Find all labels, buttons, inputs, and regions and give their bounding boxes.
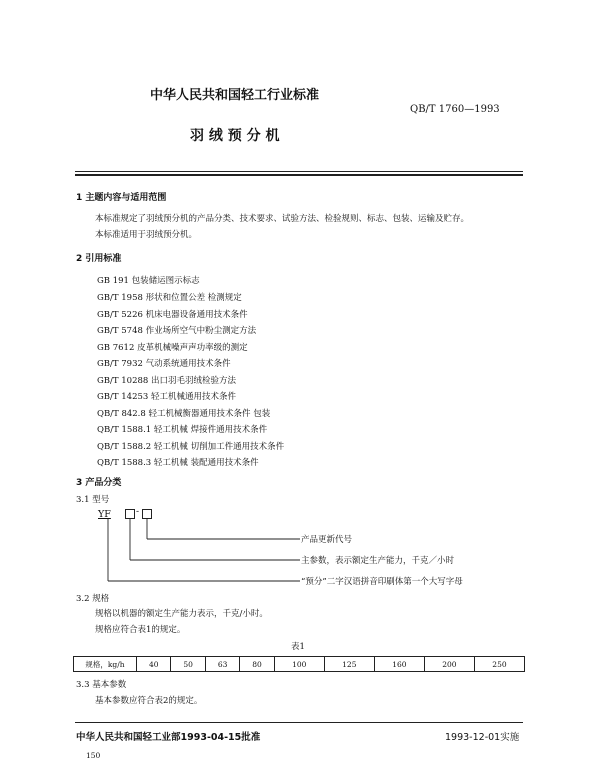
table-cell: 100 <box>274 657 324 672</box>
section-3-2-para-2: 规格应符合表1的规定。 <box>95 625 186 635</box>
reference-item: QB/T 842.8 轻工机械衡器通用技术条件 包装 <box>97 409 271 419</box>
reference-item: GB/T 5748 作业场所空气中粉尘测定方法 <box>97 326 257 336</box>
spec-table <box>73 656 525 672</box>
reference-item: QB/T 1588.3 轻工机械 装配通用技术条件 <box>97 458 259 468</box>
section-3-2-heading: 3.2 规格 <box>76 594 110 604</box>
section-1-para-2: 本标准适用于羽绒预分机。 <box>95 230 198 240</box>
model-prefix: YF <box>98 509 111 520</box>
page-number: 150 <box>86 751 101 760</box>
reference-item: GB/T 7932 气动系统通用技术条件 <box>97 359 231 369</box>
table-1-title: 表1 <box>291 642 305 652</box>
section-1-para-1: 本标准规定了羽绒预分机的产品分类、技术要求、试验方法、检验规则、标志、包装、运输及贮存。 <box>95 214 470 224</box>
section-3-3-para-1: 基本参数应符合表2的规定。 <box>95 696 203 706</box>
model-separator: - <box>136 507 140 517</box>
reference-item: QB/T 1588.2 轻工机械 切削加工件通用技术条件 <box>97 442 285 452</box>
standard-number: QB/T 1760—1993 <box>410 104 500 115</box>
reference-item: QB/T 1588.1 轻工机械 焊接件通用技术条件 <box>97 425 268 435</box>
note-prefix-meaning: “预分”二字汉语拼音印刷体第一个大写字母 <box>301 577 463 587</box>
table-cell: 250 <box>474 657 524 672</box>
reference-item: GB 191 包装储运图示标志 <box>97 276 200 286</box>
reference-item: GB/T 14253 轻工机械通用技术条件 <box>97 392 237 402</box>
table-row <box>74 657 525 672</box>
page-title: 羽 绒 预 分 机 <box>190 128 280 144</box>
approval-statement: 中华人民共和国轻工业部1993-04-15批准 <box>76 732 261 743</box>
table-cell: 200 <box>424 657 474 672</box>
section-3-1-heading: 3.1 型号 <box>76 495 110 505</box>
section-3-3-heading: 3.3 基本参数 <box>76 680 127 690</box>
table-cell: 160 <box>374 657 424 672</box>
reference-item: GB/T 1958 形状和位置公差 检测规定 <box>97 293 242 303</box>
table-cell: 125 <box>324 657 374 672</box>
table-cell: 40 <box>137 657 171 672</box>
section-3-heading: 3 产品分类 <box>76 478 122 488</box>
reference-item: GB 7612 皮革机械噪声声功率级的测定 <box>97 343 248 353</box>
table-cell: 63 <box>205 657 239 672</box>
section-3-2-para-1: 规格以机器的额定生产能力表示，千克/小时。 <box>95 609 268 619</box>
effective-date: 1993-12-01实施 <box>445 732 520 743</box>
section-2-heading: 2 引用标准 <box>76 254 122 264</box>
note-main-parameter: 主参数，表示额定生产能力，千克／小时 <box>301 556 455 566</box>
table-label-cell: 规格，kg/h <box>74 657 137 672</box>
note-update-code: 产品更新代号 <box>301 535 353 545</box>
reference-item: GB/T 10288 出口羽毛羽绒检验方法 <box>97 376 237 386</box>
table-cell: 80 <box>240 657 274 672</box>
table-cell: 50 <box>171 657 205 672</box>
footer-rule <box>75 722 523 723</box>
industry-standard-label: 中华人民共和国轻工行业标准 <box>150 88 320 103</box>
section-1-heading: 1 主题内容与适用范围 <box>76 193 167 203</box>
reference-item: GB/T 5226 机床电器设备通用技术条件 <box>97 310 248 320</box>
